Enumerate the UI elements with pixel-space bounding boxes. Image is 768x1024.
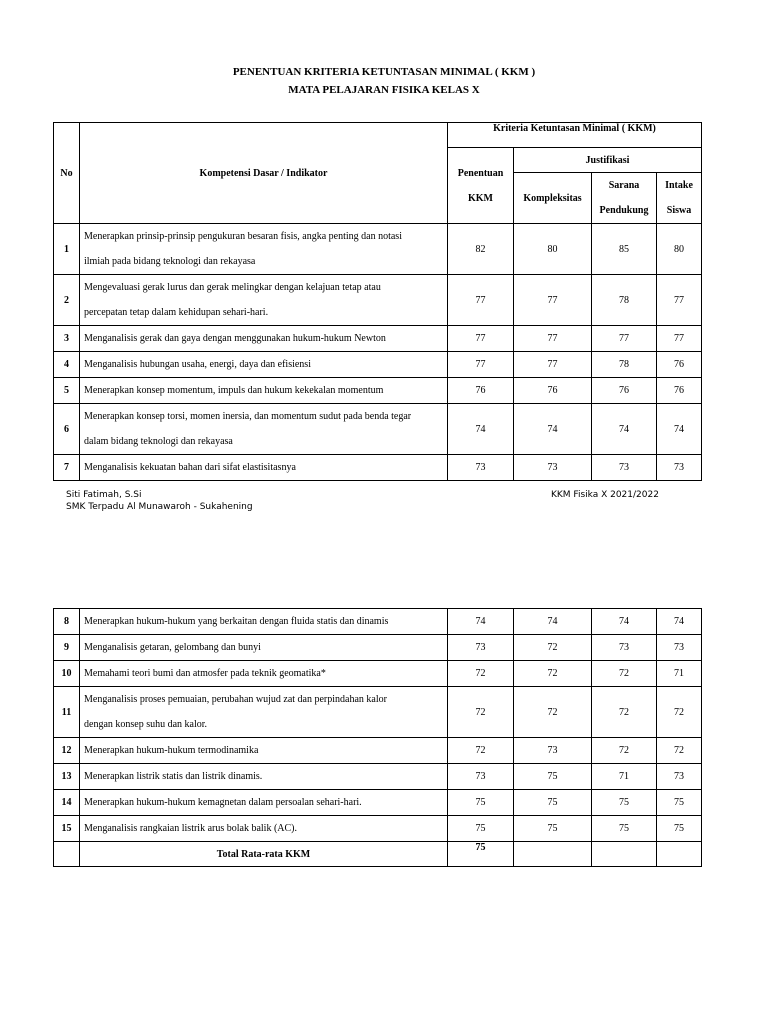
row-number: 10 [54, 661, 80, 687]
sarana-pendukung-cell: 74 [592, 609, 657, 635]
header-sarana-pendukung: Sarana Pendukung [592, 173, 657, 224]
intake-siswa-cell: 80 [657, 224, 702, 275]
kompetensi-line: Mengevaluasi gerak lurus dan gerak melingkar dengan kelajuan tetap atau [84, 282, 381, 293]
row-number: 1 [54, 224, 80, 275]
kompetensi-line: ilmiah pada bidang teknologi dan rekayasa [84, 256, 256, 267]
sarana-pendukung-cell: 72 [592, 661, 657, 687]
kompetensi-line: Menerapkan listrik statis dan listrik dinamis. [84, 771, 263, 782]
kompetensi-line: dengan konsep suhu dan kalor. [84, 719, 208, 730]
intake-siswa-cell: 73 [657, 635, 702, 661]
table-row [54, 326, 702, 352]
penentuan-kkm-cell: 74 [448, 609, 514, 635]
kompetensi-dasar-cell [80, 687, 448, 738]
row-number: 7 [54, 455, 80, 481]
header-penentuan-kkm: Penentuan KKM [448, 148, 514, 224]
row-number: 9 [54, 635, 80, 661]
document-subtitle: MATA PELAJARAN FISIKA KELAS X [288, 84, 480, 96]
kompleksitas-cell: 76 [514, 378, 592, 404]
penentuan-kkm-cell: 77 [448, 275, 514, 326]
intake-siswa-cell: 73 [657, 455, 702, 481]
kompleksitas-cell: 77 [514, 326, 592, 352]
header-justifikasi: Justifikasi [514, 148, 702, 173]
penentuan-kkm-cell: 72 [448, 687, 514, 738]
kompetensi-line: Menganalisis proses pemuaian, perubahan wujud zat dan perpindahan kalor [84, 694, 387, 705]
total-value: 75 [448, 842, 514, 867]
intake-siswa-cell: 72 [657, 687, 702, 738]
sarana-pendukung-cell: 78 [592, 275, 657, 326]
footer-school: SMK Terpadu Al Munawaroh - Sukahening [66, 502, 253, 512]
sarana-pendukung-cell: 76 [592, 378, 657, 404]
row-number: 8 [54, 609, 80, 635]
row-number: 6 [54, 404, 80, 455]
total-row [54, 842, 702, 867]
footer-doc-label: KKM Fisika X 2021/2022 [551, 490, 659, 500]
total-empty-cell [657, 842, 702, 867]
kompetensi-dasar-cell [80, 816, 448, 842]
penentuan-kkm-cell: 75 [448, 790, 514, 816]
kompleksitas-cell: 72 [514, 661, 592, 687]
kompleksitas-cell: 72 [514, 687, 592, 738]
row-number: 15 [54, 816, 80, 842]
intake-siswa-cell: 73 [657, 764, 702, 790]
kompetensi-dasar-cell [80, 275, 448, 326]
sarana-pendukung-cell: 73 [592, 455, 657, 481]
row-number: 4 [54, 352, 80, 378]
table-row [54, 661, 702, 687]
penentuan-kkm-cell: 77 [448, 326, 514, 352]
row-number: 3 [54, 326, 80, 352]
kompetensi-line: Menerapkan hukum-hukum termodinamika [84, 745, 259, 756]
kompetensi-line: percepatan tetap dalam kehidupan sehari-hari. [84, 307, 269, 318]
table-row [54, 275, 702, 326]
penentuan-kkm-cell: 82 [448, 224, 514, 275]
footer-author: Siti Fatimah, S.Si [66, 490, 142, 500]
table-row [54, 352, 702, 378]
penentuan-kkm-cell: 73 [448, 455, 514, 481]
kompleksitas-cell: 75 [514, 816, 592, 842]
kompleksitas-cell: 74 [514, 609, 592, 635]
penentuan-kkm-cell: 77 [448, 352, 514, 378]
kkm-table-page2 [53, 608, 702, 867]
intake-siswa-cell: 75 [657, 816, 702, 842]
kompetensi-dasar-cell [80, 326, 448, 352]
row-number: 14 [54, 790, 80, 816]
sarana-pendukung-cell: 72 [592, 687, 657, 738]
sarana-pendukung-cell: 85 [592, 224, 657, 275]
intake-siswa-cell: 76 [657, 378, 702, 404]
sarana-pendukung-cell: 71 [592, 764, 657, 790]
penentuan-kkm-cell: 72 [448, 661, 514, 687]
total-no-cell [54, 842, 80, 867]
penentuan-kkm-cell: 74 [448, 404, 514, 455]
kompetensi-line: Memahami teori bumi dan atmosfer pada teknik geomatika* [84, 668, 326, 679]
kompleksitas-cell: 73 [514, 738, 592, 764]
footer-left [66, 489, 253, 513]
kompetensi-dasar-cell [80, 404, 448, 455]
table-row [54, 378, 702, 404]
kompetensi-line: Menganalisis gerak dan gaya dengan menggunakan hukum-hukum Newton [84, 333, 386, 344]
header-kkm-group: Kriteria Ketuntasan Minimal ( KKM) [448, 123, 702, 148]
kompleksitas-cell: 77 [514, 352, 592, 378]
intake-siswa-cell: 71 [657, 661, 702, 687]
kompetensi-dasar-cell [80, 764, 448, 790]
sarana-pendukung-cell: 73 [592, 635, 657, 661]
kompetensi-dasar-cell [80, 738, 448, 764]
penentuan-kkm-cell: 73 [448, 764, 514, 790]
sarana-pendukung-cell: 75 [592, 816, 657, 842]
kompetensi-dasar-cell [80, 609, 448, 635]
sarana-pendukung-cell: 75 [592, 790, 657, 816]
total-empty-cell [592, 842, 657, 867]
document-title: PENENTUAN KRITERIA KETUNTASAN MINIMAL ( KKM ) [232, 66, 536, 78]
intake-siswa-cell: 77 [657, 275, 702, 326]
table-row [54, 738, 702, 764]
sarana-pendukung-cell: 78 [592, 352, 657, 378]
kompleksitas-cell: 72 [514, 635, 592, 661]
table-row [54, 404, 702, 455]
table-row [54, 635, 702, 661]
sarana-pendukung-cell: 77 [592, 326, 657, 352]
table-row [54, 816, 702, 842]
table-row [54, 764, 702, 790]
penentuan-kkm-cell: 75 [448, 816, 514, 842]
kompetensi-dasar-cell [80, 790, 448, 816]
header-kompetensi-dasar: Kompetensi Dasar / Indikator [80, 123, 448, 224]
sarana-pendukung-cell: 74 [592, 404, 657, 455]
intake-siswa-cell: 76 [657, 352, 702, 378]
kompetensi-line: Menerapkan prinsip-prinsip pengukuran besaran fisis, angka penting dan notasi [84, 231, 402, 242]
kompetensi-dasar-cell [80, 661, 448, 687]
total-label: Total Rata-rata KKM [80, 842, 448, 867]
table-row [54, 455, 702, 481]
row-number: 12 [54, 738, 80, 764]
kompetensi-line: Menerapkan hukum-hukum kemagnetan dalam persoalan sehari-hari. [84, 797, 362, 808]
row-number: 5 [54, 378, 80, 404]
intake-siswa-cell: 74 [657, 404, 702, 455]
kompetensi-dasar-cell [80, 352, 448, 378]
header-kompleksitas: Kompleksitas [514, 173, 592, 224]
kompetensi-line: Menganalisis rangkaian listrik arus bolak balik (AC). [84, 823, 298, 834]
header-intake-siswa: Intake Siswa [657, 173, 702, 224]
kompetensi-line: Menganalisis getaran, gelombang dan bunyi [84, 642, 261, 653]
kompleksitas-cell: 74 [514, 404, 592, 455]
intake-siswa-cell: 74 [657, 609, 702, 635]
kompleksitas-cell: 73 [514, 455, 592, 481]
header-no: No [54, 123, 80, 224]
row-number: 2 [54, 275, 80, 326]
kompetensi-dasar-cell [80, 455, 448, 481]
total-empty-cell [514, 842, 592, 867]
kompetensi-dasar-cell [80, 224, 448, 275]
penentuan-kkm-cell: 73 [448, 635, 514, 661]
kompleksitas-cell: 77 [514, 275, 592, 326]
table-row [54, 609, 702, 635]
intake-siswa-cell: 77 [657, 326, 702, 352]
kompetensi-line: Menerapkan konsep momentum, impuls dan hukum kekekalan momentum [84, 385, 384, 396]
kompetensi-line: Menerapkan konsep torsi, momen inersia, dan momentum sudut pada benda tegar [84, 411, 412, 422]
penentuan-kkm-cell: 76 [448, 378, 514, 404]
table-row [54, 687, 702, 738]
kompetensi-line: dalam bidang teknologi dan rekayasa [84, 436, 233, 447]
penentuan-kkm-cell: 72 [448, 738, 514, 764]
kompleksitas-cell: 80 [514, 224, 592, 275]
intake-siswa-cell: 75 [657, 790, 702, 816]
sarana-pendukung-cell: 72 [592, 738, 657, 764]
kompetensi-dasar-cell [80, 378, 448, 404]
kkm-table-page1 [53, 122, 702, 481]
kompetensi-dasar-cell [80, 635, 448, 661]
kompetensi-line: Menganalisis hubungan usaha, energi, daya dan efisiensi [84, 359, 311, 370]
kompetensi-line: Menerapkan hukum-hukum yang berkaitan dengan fluida statis dan dinamis [84, 616, 389, 627]
row-number: 13 [54, 764, 80, 790]
kompleksitas-cell: 75 [514, 790, 592, 816]
table-row [54, 224, 702, 275]
intake-siswa-cell: 72 [657, 738, 702, 764]
table-row [54, 790, 702, 816]
row-number: 11 [54, 687, 80, 738]
kompetensi-line: Menganalisis kekuatan bahan dari sifat elastisitasnya [84, 462, 296, 473]
kompleksitas-cell: 75 [514, 764, 592, 790]
